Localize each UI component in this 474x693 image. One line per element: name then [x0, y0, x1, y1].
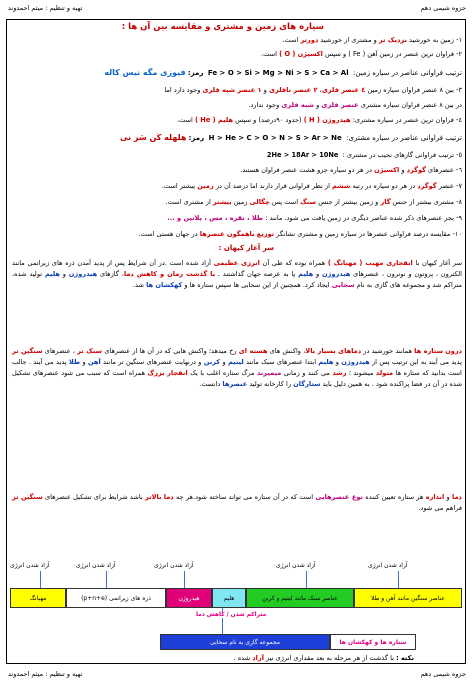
- header-author: تهیه و تنظیم : میثم احمدوند: [8, 4, 83, 12]
- footer-book: جزوه شیمی دهم: [420, 670, 466, 678]
- paragraph-stars: درون ستاره ها همانند خورشید در دماهای بسیار بالا، واکنش های هسته ای رخ میدهد؛ واکنش هایی که در آن ها از عنصرهای سبک تر ، عنصرهای سنگین تر پدید می آیند به این ترتیب پس از هیدروژن و هلیم ابتدا عنصرهای سبک مانند لیتیم و کربن و درنهایت عنصرهای سنگین تر مانند آهن و طلا پدید می آیند . جالب است بدانید که ستاره ها متولد میشوند ؛ رشد می کنند و زمانی میمیرند مرگ ستاره اغلب با یک انفجار بزرگ همراه است که سبب می شود عنصرهای تشکیل شده در آن در فضا پراکنده شود . به همین دلیل باید ستارگان را کارخانه تولید عنصرها دانست.: [12, 347, 463, 388]
- paragraph-temperature: دما و اندازه هر ستاره تعیین کننده نوع عنصرهایی است که در آن ستاره می تواند ساخته شود.هر چه دما بالاتر باشد شرایط برای تشکیل عنصرهای سنگین تر فراهم می شود.: [12, 493, 462, 512]
- energy-arrow-5: [40, 571, 41, 588]
- item-7: ٧- عنصر گوگرد در هر دو سیاره در رتبه ششم از نظر فراوانی قرار دارند اما درصد آن در زمین بیشتر است.: [161, 182, 462, 190]
- box-stars-galaxies: ستاره ها و کهکشان ها: [330, 634, 416, 650]
- item-2: ٢- فراوان ترین عنصر در زمین آهن ( Fe ) و سپس اکسیژن ( O ) است.: [261, 50, 462, 58]
- paragraph-origin: سر آغاز کیهان با انفجاری مهیب ( مهبانگ ) همراه بوده که طی آن انرژی عظیمی آزاد شده است .در آن شرایط پس از پدید آمدن ذره های زیراتمی مانند الکترون ، پروتون و نوترون ، عنصرهای هیدروژن و هلیم پا به عرصه جهان گذاشتند . با گذشت زمان و کاهش دما، گازهای هیدروژن و هلیم تولید شده، متراکم شد و مجموعه های گازی به نام سحابی ایجاد کرد. همچنین از این سحابی ها سپس ستاره ها و کهکشان ها شد.: [12, 259, 462, 289]
- section-title: سیاره های زمین و مشتری و مقایسه بین آن ها :: [121, 22, 324, 32]
- item-10: ١٠- مقایسه درصد فراوانی عنصرها در سیاره زمین و مشتری نشانگر توزیع ناهمگون عنصرها در جهان هستی است.: [138, 230, 462, 238]
- box-nebula: مجموعه گازی به نام سحابی: [160, 634, 330, 650]
- item-4: ٤- فراوان ترین عنصر در سیاره مشتری: هیدروژن ( H ) (حدود ٩٠درصد) و سپس هلیم ( He ) است.: [176, 116, 462, 124]
- box-big-bang: مهبانگ: [10, 588, 66, 608]
- energy-arrow-4: [106, 571, 107, 588]
- section2-title: سر آغاز کیهان :: [218, 244, 274, 252]
- note: نکته : با گذشت از هر مرحله به بعد مقداری انرژی نیز آزاد شده .: [233, 654, 414, 662]
- header-book: جزوه شیمی دهم: [420, 4, 466, 12]
- item-3: ٣- بین ٨ عنصر فراوان سیاره زمین ٤ عنصر فلزی، ٢ عنصر نافلزی و ١ عنصر شبه فلزی وجود دارد اما: [164, 86, 462, 94]
- item-jupiter-order: ترتیب فراوانی عناصر در سیاره مشتری: H > He > C > O > N > S > Ar > Ne رمز: هلهله کُن سَر نی: [120, 133, 462, 142]
- item-earth-order: ترتیب فراوانی عناصر در سیاره زمین: Fe > O > Si > Mg > Ni > S > Ca > Al رمز: فیوزی مگه نیس کاله: [104, 68, 462, 77]
- box-heavy-elements: عناصر سنگین مانند آهن و طلا: [354, 588, 462, 608]
- box-hydrogen: هیدروژن: [166, 588, 212, 608]
- energy-label-1: آزاد شدن انرژی: [368, 562, 408, 569]
- box-subatomic: (p+n+e) ذره های زیراتمی: [66, 588, 166, 608]
- item-8: ٨- مشتری بیشتر از جنس گاز و زمین بیشتر از جنس سنگ است پس چگالی زمین بیشتر از مشتری است.: [165, 198, 462, 206]
- item-9: ٩- بجز عنصرهای ذکر شده عناصر دیگری در زمین یافت می شود. مانند : طلا ، نقره ، مس ، پلاتین و ...: [167, 214, 462, 222]
- energy-label-3: آزاد شدن انرژی: [154, 562, 194, 569]
- item-1: ١- زمین به خورشید نزدیک تر و مشتری از خورشید دورتر است.: [282, 36, 462, 44]
- nucleosynthesis-diagram: [10, 562, 464, 652]
- item-3-cont: در بین ٨ عنصر فراوان سیاره مشتری عنصر فلزی و شبه فلزی وجود ندارد.: [248, 101, 462, 109]
- cooling-label: متراکم شدن / کاهش دما: [196, 612, 267, 618]
- energy-label-4: آزاد شدن انرژی: [76, 562, 116, 569]
- box-helium: هلیم: [212, 588, 246, 608]
- energy-arrow-2: [306, 571, 307, 588]
- energy-label-2: آزاد شدن انرژی: [276, 562, 316, 569]
- box-light-elements: عناصر سبک مانند لیتیم و کربن: [246, 588, 354, 608]
- energy-arrow-1: [398, 571, 399, 588]
- footer-author: تهیه و تنظیم : میثم احمدوند: [8, 670, 83, 678]
- item-5: ٥- ترتیب فراوانی گازهای نجیب در مشتری : 2He > 18Ar > 10Ne: [266, 151, 462, 159]
- energy-arrow-3: [184, 571, 185, 588]
- energy-label-5: آزاد شدن انرژی: [10, 562, 50, 569]
- item-6: ٦- عنصرهای گوگرد و اکسیژن در هر دو سیاره جزو هشت عنصر فراوان هستند.: [240, 166, 462, 174]
